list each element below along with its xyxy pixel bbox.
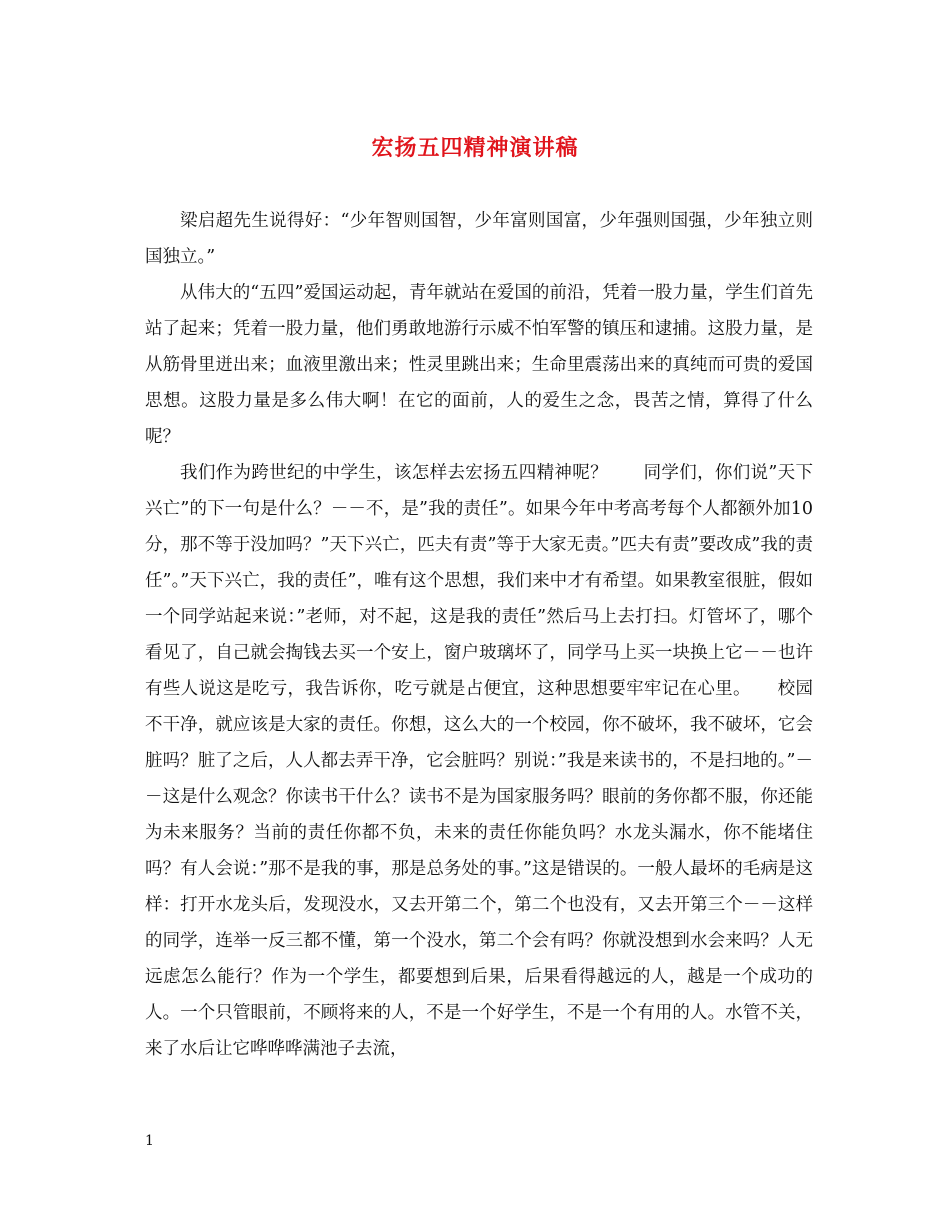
page-number: 1 bbox=[145, 1133, 154, 1149]
document-title: 宏扬五四精神演讲稿 bbox=[371, 135, 579, 161]
paragraph-3: 我们作为跨世纪的中学生，该怎样去宏扬五四精神呢？ 同学们，你们说”天下兴亡”的下一句是什么？－－不，是”我的责任”。如果今年中考高考每个人都额外加10分，那不等于没加吗？”天下兴亡，匹夫有责”等于大家无责。”匹夫有责”要改成”我的责任”。”天下兴亡，我的责任”，唯有这个思想，我们来中才有希望。如果教室很脏，假如一个同学站起来说：”老师，对不起，这是我的责任”然后马上去打扫。灯管坏了，哪个看见了，自己就会掏钱去买一个安上，窗户玻璃坏了，同学马上买一块换上它－－也许有些人说这是吃亏，我告诉你，吃亏就是占便宜，这种思想要牢牢记在心里。 校园不干净，就应该是大家的责任。你想，这么大的一个校园，你不破坏，我不破坏，它会脏吗？脏了之后，人人都去弄干净，它会脏吗？别说：”我是来读书的，不是扫地的。”－－这是什么观念？你读书干什么？读书不是为国家服务吗？眼前的务你都不服，你还能为未来服务？当前的责任你都不负，未来的责任你能负吗？水龙头漏水，你不能堵住吗？有人会说：”那不是我的事，那是总务处的事。”这是错误的。一般人最坏的毛病是这样：打开水龙头后，发现没水，又去开第二个，第二个也没有，又去开第三个－－这样的同学，连举一反三都不懂，第一个没水，第二个会有吗？你就没想到水会来吗？人无远虑怎么能行？作为一个学生，都要想到后果，后果看得越远的人，越是一个成功的人。一个只管眼前，不顾将来的人，不是一个好学生，不是一个有用的人。水管不关，来了水后让它哗哗哗满池子去流， bbox=[145, 463, 813, 1059]
document-body bbox=[145, 203, 813, 1067]
paragraph-2: 从伟大的“五四”爱国运动起，青年就站在爱国的前沿，凭着一股力量，学生们首先站了起来；凭着一股力量，他们勇敢地游行示威不怕军警的镇压和逮捕。这股力量，是从筋骨里迸出来；血液里激出来；性灵里跳出来；生命里震荡出来的真纯而可贵的爱国思想。这股力量是多么伟大啊！在它的面前，人的爱生之念，畏苦之情，算得了什么呢？ bbox=[145, 283, 813, 447]
paragraph-1: 梁启超先生说得好：“少年智则国智，少年富则国富，少年强则国强，少年独立则国独立。” bbox=[145, 211, 813, 267]
